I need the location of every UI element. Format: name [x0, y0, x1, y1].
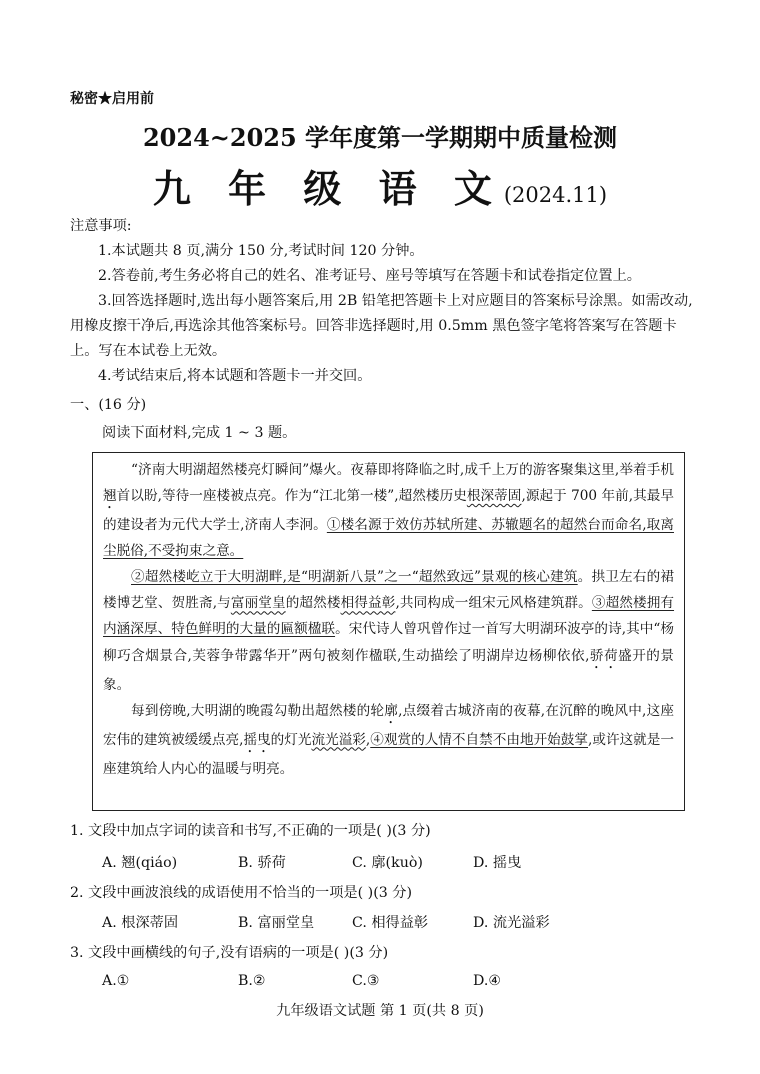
option-d[interactable]: D. 摇曳: [473, 855, 522, 871]
exam-title: 2024~2025 学年度第一学期期中质量检测: [142, 123, 618, 152]
section-instruction: 阅读下面材料,完成 1 ~ 3 题。: [102, 425, 297, 441]
exam-notes: [70, 214, 695, 389]
passage-text: ,源起于 700 年前,其最早的建设者为元代大学士,济南人李泂。: [103, 488, 675, 534]
passage-text: 每到傍晚,大明湖的晚霞勾勒出超然楼的轮: [131, 702, 385, 719]
wavy-idiom: 富丽堂皇: [230, 595, 286, 612]
passage-text: “济南大明湖超然楼亮灯瞬间”爆火。夜幕即将降临之时,成千上万的游客聚集这里,举着手机: [131, 462, 674, 478]
passage-text: ,点缀着古城济南的夜幕,在沉醉的晚风中,这座宏伟的建筑被缓缓点亮,: [103, 702, 675, 748]
option-b[interactable]: B. 骄荷: [238, 855, 286, 871]
question-1: 1. 文段中加点字词的读音和书写,不正确的一项是( )(3 分): [70, 823, 431, 839]
passage-text: ,: [365, 731, 371, 748]
option-a[interactable]: A.①: [102, 973, 130, 989]
passage-text: 的超然楼: [285, 595, 341, 612]
wavy-idiom: 相得益彰: [340, 595, 396, 612]
passage-paragraph: [103, 457, 674, 564]
underlined-sentence: ①楼名源于效仿苏轼所建、苏辙题名的超然台而命名,取离尘脱俗,不受拘束之意。: [103, 517, 674, 560]
dotted-char: 廓: [384, 702, 399, 719]
wavy-idiom: 根深蒂固: [466, 488, 522, 505]
option-d[interactable]: D.④: [473, 973, 502, 989]
dotted-char: 翘: [103, 488, 117, 505]
passage-text: ,或许这就是一座建筑给人内心的温暖与明亮。: [103, 731, 674, 777]
passage-paragraph: [103, 564, 674, 697]
option-b[interactable]: B.②: [238, 973, 266, 989]
passage-text: 。拱卫左右的裙楼博艺堂、贺胜斋,与: [103, 569, 675, 612]
passage-text: ,共同构成一组宋元风格建筑群。: [395, 595, 592, 612]
section-label: 一、(16 分): [70, 397, 147, 413]
option-c[interactable]: C. 相得益彰: [352, 915, 429, 931]
passage-text: 盛开的景象。: [103, 647, 674, 693]
wavy-idiom: 流光溢彩: [311, 731, 366, 748]
note-item: 4.考试结束后,将本试题和答题卡一并交回。: [98, 368, 372, 384]
notes-heading: 注意事项:: [70, 218, 132, 234]
option-c[interactable]: C.③: [352, 973, 380, 989]
question-2: 2. 文段中画波浪线的成语使用不恰当的一项是( )(3 分): [70, 885, 412, 901]
option-a[interactable]: A. 翘(qiáo): [102, 855, 178, 871]
exam-date: (2024.11): [503, 183, 608, 207]
underlined-sentence: ④观赏的人情不自禁不由地开始鼓掌: [370, 731, 589, 748]
page-footer: 九年级语文试题 第 1 页(共 8 页): [276, 1003, 484, 1019]
note-item: 3.回答选择题时,选出每小题答案后,用 2B 铅笔把答题卡上对应题目的答案标号涂黑。如需改动,用橡皮擦干净后,再选涂其他答案标号。回答非选择题时,用 0.5mm 黑色签字笔将答案写在答题卡上。写在本试卷上无效。: [70, 293, 693, 359]
passage-paragraph: [103, 698, 674, 782]
dotted-char: 摇曳: [243, 731, 271, 748]
reading-passage: [92, 452, 685, 811]
passage-text: 首以盼,等待一座楼被点亮。作为“江北第一楼”,超然楼历史: [116, 488, 467, 505]
note-item: 2.答卷前,考生务必将自己的姓名、准考证号、座号等填写在答题卡和试卷指定位置上。: [98, 268, 641, 284]
passage-text: 。宋代诗人曾巩曾作过一首写大明湖环波亭的诗,其中“杨柳巧含烟景合,芙蓉争带露华开”两句被刻作楹联,生动描绘了明湖岸边杨柳依依,: [103, 621, 674, 664]
option-a[interactable]: A. 根深蒂固: [102, 915, 179, 931]
question-3: 3. 文段中画横线的句子,没有语病的一项是( )(3 分): [70, 945, 389, 961]
subject-name: 九 年 级 语 文: [152, 166, 504, 211]
option-c[interactable]: C. 廓(kuò): [352, 855, 423, 871]
dotted-char: 骄荷: [589, 647, 619, 664]
underlined-sentence: ③超然楼拥有内涵深厚、特色鲜明的大量的匾额楹联: [103, 595, 675, 638]
note-item: 1.本试题共 8 页,满分 150 分,考试时间 120 分钟。: [98, 243, 424, 259]
option-d[interactable]: D. 流光溢彩: [473, 915, 550, 931]
option-b[interactable]: B. 富丽堂皇: [238, 915, 315, 931]
passage-text: 的灯光: [270, 731, 312, 748]
confidential-mark: 秘密★启用前: [70, 91, 154, 107]
subject-title: [0, 158, 760, 213]
underlined-sentence: ②超然楼屹立于大明湖畔,是“明湖新八景”之一“超然致远”景观的核心建筑: [131, 569, 578, 586]
